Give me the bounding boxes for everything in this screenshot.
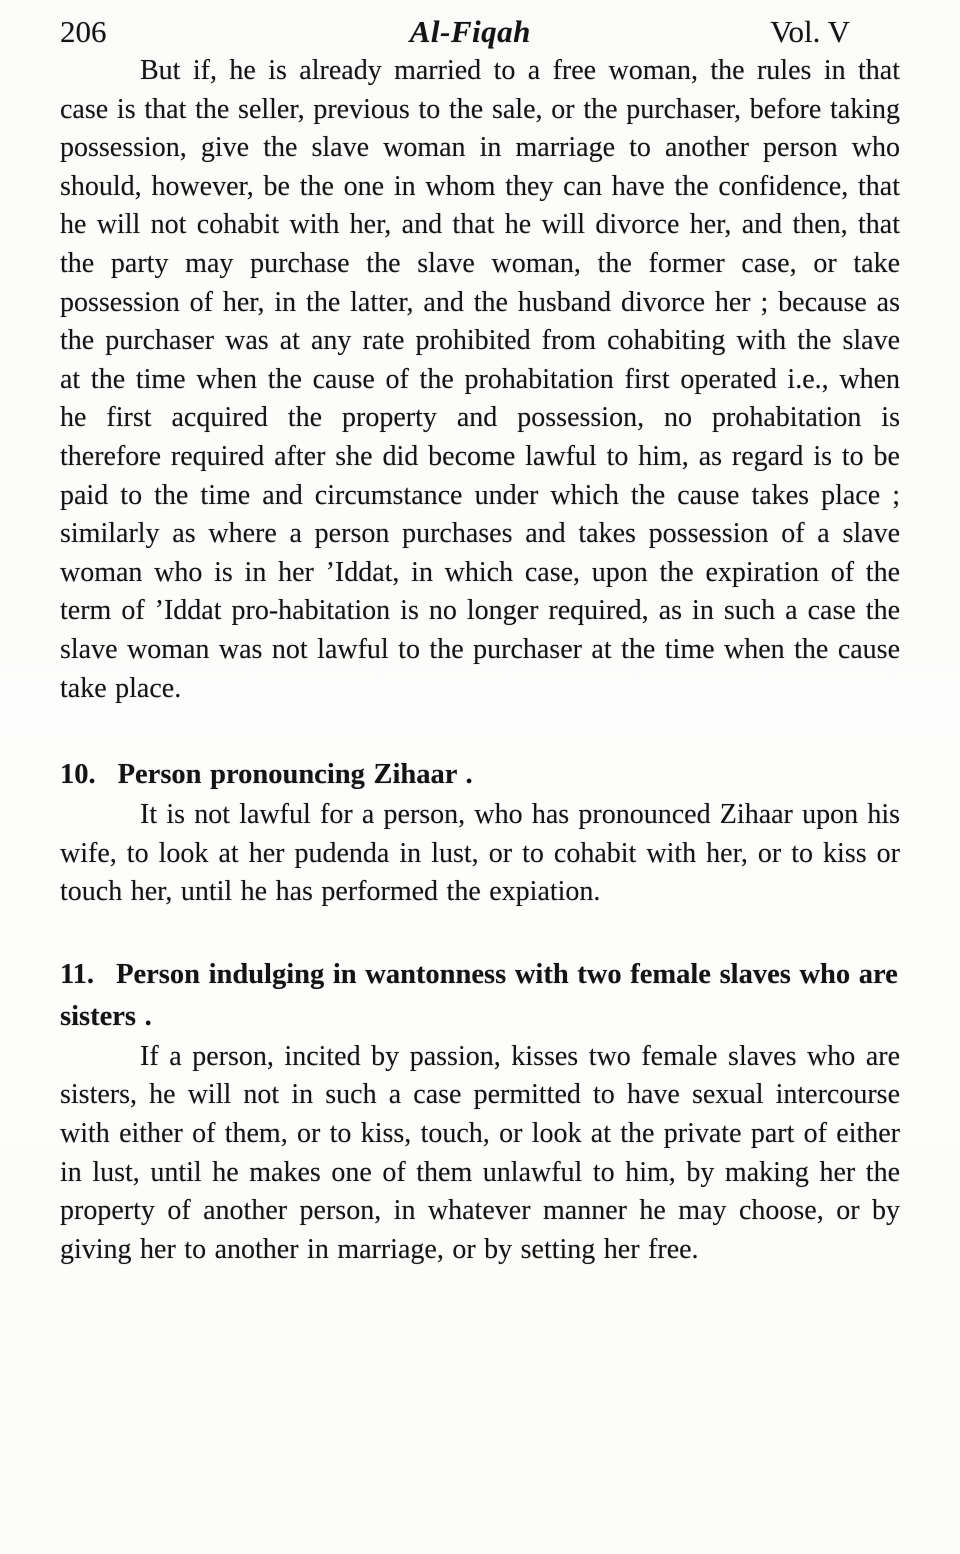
section-10-heading <box>60 754 900 796</box>
page-header <box>60 12 900 52</box>
section-11-paragraph: If a person, incited by passion, kisses two female slaves who are sisters, he will not in such a case permitted to have sexual intercourse with either of them, or to kiss, touch, or look at the private part of either in lust, until he makes one of them unlawful to him, by making her the property of another person, in whatever manner he may choose, or by giving her to another in marriage, or by setting her free. <box>60 1040 900 1265</box>
section-11-number: 11. <box>60 958 95 990</box>
intro-paragraph: But if, he is already married to a free woman, the rules in that case is that the seller, previous to the sale, or the purchaser, before taking possession, give the slave woman in marriage to another person who should, however, be the one in whom they can have the confidence, that he will not cohabit with her, and that he will divorce her, and then, that the party may purchase the slave woman, the former case, or take possession of her, in the latter, and the husband divorce her ; because as the purchaser was at any rate prohibited from cohabiting with the slave at the time when the cause of the prohabitation first operated i.e., when he first acquired the property and possession, no prohabitation is therefore required after she did become lawful to him, as regard is to be paid to the time and circumstance under which the cause takes place ; similarly as where a person purchases and takes possession of a slave woman who is in her ’Iddat, in which case, upon the expiration of the term of ’Iddat pro-habitation is no longer required, as in such a case the slave woman was not lawful to the purchaser at the time when the cause take place. <box>60 55 900 704</box>
page-number: 206 <box>60 14 107 49</box>
section-10-number: 10. <box>60 759 96 791</box>
book-title: Al-Fiqah <box>409 14 531 49</box>
section-11-heading <box>60 954 900 1038</box>
section-10-paragraph: It is not lawful for a person, who has pronounced Zihaar upon his wife, to look at her pudenda in lust, or to cohabit with her, or to kiss or touch her, until he has performed the expiation. <box>60 799 900 908</box>
page-body <box>60 52 900 1269</box>
section-10-title: Person pronouncing Zihaar . <box>117 759 473 791</box>
section-11-title: Person indulging in wantonness with two female slaves who are sisters . <box>60 958 898 1032</box>
volume-label: Vol. V <box>770 14 850 49</box>
